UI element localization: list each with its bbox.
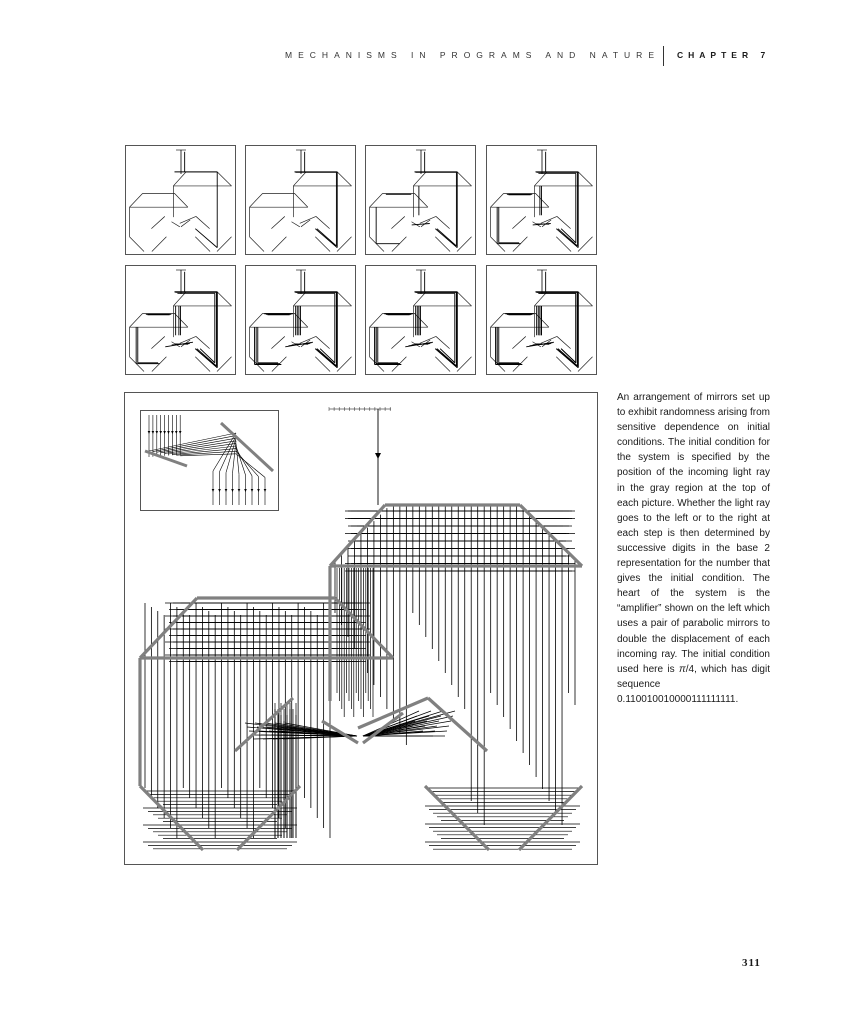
inset-arrowhead xyxy=(167,431,170,434)
mirror-segment xyxy=(196,216,210,228)
mirror-segment xyxy=(392,237,407,252)
mirror-segment xyxy=(174,313,187,327)
inset-cross-ray xyxy=(233,441,237,474)
ray-segment xyxy=(556,229,578,248)
mirror-segment xyxy=(428,698,487,751)
mirror-segment xyxy=(534,292,547,306)
caption-text-end: /4, which has digit sequence 0.110010010000111111111. xyxy=(617,663,770,705)
mirror-segment xyxy=(420,216,436,223)
inset-arrowhead xyxy=(251,489,254,492)
mirror-segment xyxy=(335,598,393,658)
ray-segment xyxy=(561,229,576,243)
ray-segment xyxy=(200,349,215,363)
step-thumbnail xyxy=(365,145,476,255)
ray-segment xyxy=(435,349,457,368)
mirror-segment xyxy=(294,193,307,207)
mirror-segment xyxy=(271,336,284,348)
inset-arrowhead xyxy=(179,431,182,434)
inset-arrowhead xyxy=(148,431,151,434)
inset-arrowhead xyxy=(264,489,267,492)
ray-segment xyxy=(197,349,217,366)
mirror-segment xyxy=(436,216,450,228)
inset-arrowhead xyxy=(156,431,159,434)
ray-segment xyxy=(437,229,457,246)
ray-segment xyxy=(317,349,337,366)
mirror-segment xyxy=(129,193,142,207)
ray-segment xyxy=(558,349,578,366)
running-header xyxy=(0,50,850,70)
mirror-segment xyxy=(330,505,385,566)
mirror-segment xyxy=(174,193,187,207)
mirror-segment xyxy=(391,216,404,228)
mirror-segment xyxy=(578,172,592,186)
mirror-segment xyxy=(512,336,525,348)
amplifier-diagram xyxy=(141,411,278,510)
mirror-segment xyxy=(337,172,351,186)
mirror-segment xyxy=(391,336,404,348)
mirror-segment xyxy=(534,172,547,186)
mirror-segment xyxy=(420,336,436,343)
mirror-segment xyxy=(513,237,528,252)
step-diagram xyxy=(246,266,355,374)
ray-segment xyxy=(315,349,337,368)
mirror-segment xyxy=(436,336,450,348)
step-diagram xyxy=(366,266,475,374)
step-thumbnail xyxy=(125,265,236,375)
mirror-segment xyxy=(535,313,548,327)
step-thumbnail xyxy=(245,145,356,255)
mirror-segment xyxy=(316,336,330,348)
mirror-segment xyxy=(151,336,164,348)
ray-segment xyxy=(320,349,335,363)
mirror-segment xyxy=(152,357,167,372)
mirror-segment xyxy=(151,216,164,228)
mirror-segment xyxy=(414,193,427,207)
step-diagram xyxy=(246,146,355,254)
mirror-segment xyxy=(413,172,426,186)
inset-reflected-ray xyxy=(149,433,236,451)
step-diagram xyxy=(487,146,596,254)
mirror-segment xyxy=(490,193,503,207)
mirror-segment xyxy=(541,336,557,343)
inset-arrowhead xyxy=(257,489,260,492)
amplifier-inset xyxy=(140,410,279,511)
mirror-segment xyxy=(129,357,144,372)
mirror-segment xyxy=(457,237,472,252)
mirror-segment xyxy=(457,172,471,186)
main-mirror-figure xyxy=(124,392,598,865)
page-number: 311 xyxy=(742,957,761,969)
header-divider xyxy=(663,46,664,66)
inset-cross-ray xyxy=(236,449,252,476)
inset-arrowhead xyxy=(163,431,166,434)
mirror-segment xyxy=(217,237,232,252)
figure-caption xyxy=(617,390,770,707)
mirror-segment xyxy=(512,216,525,228)
mirror-segment xyxy=(272,237,287,252)
step-diagram xyxy=(126,146,235,254)
mirror-segment xyxy=(490,313,503,327)
mirror-segment xyxy=(180,336,196,343)
mirror-segment xyxy=(152,237,167,252)
mirror-segment xyxy=(369,193,382,207)
ray-arrowhead xyxy=(375,453,381,459)
amplifier-mirror xyxy=(291,222,299,227)
mirror-segment xyxy=(300,336,316,343)
ray-segment xyxy=(440,349,455,363)
step-thumbnail xyxy=(245,265,356,375)
caption-text: An arrangement of mirrors set up to exhibit randomness arising from sensitive dependence on initial conditions. The initial condition for the system is specified by the position of the incoming light ray in the gray region at the top of each picture. Whether the light ray goes to the left or to the right at each step is then determined by successive digits in the base 2 representation for the number that gives the initial condition. The heart of the system is the “amplifier” shown on the left which uses a pair of parabolic mirrors to double the displacement of each incoming ray. The initial condition used here is xyxy=(617,392,770,675)
chapter-label: CHAPTER 7 xyxy=(677,50,771,60)
step-thumbnail xyxy=(365,265,476,375)
pi-symbol: π xyxy=(679,663,686,675)
mirror-segment xyxy=(519,786,582,850)
step-diagram xyxy=(366,146,475,254)
mirror-segment xyxy=(414,313,427,327)
mirror-segment xyxy=(457,292,471,306)
mirror-segment xyxy=(557,216,571,228)
mirror-segment xyxy=(249,237,264,252)
mirror-segment xyxy=(196,336,210,348)
mirror-segment xyxy=(578,357,593,372)
mirror-segment xyxy=(293,172,306,186)
inset-arrowhead xyxy=(159,431,162,434)
ray-segment xyxy=(435,229,457,248)
step-diagram xyxy=(487,266,596,374)
mirror-segment xyxy=(316,216,330,228)
ray-segment xyxy=(561,349,576,363)
mirror-segment xyxy=(557,336,571,348)
ray-segment xyxy=(195,349,217,368)
mirror-segment xyxy=(140,598,197,658)
inset-arrowhead xyxy=(244,489,247,492)
inset-arrowhead xyxy=(225,489,228,492)
mirror-segment xyxy=(457,357,472,372)
inset-arrowhead xyxy=(212,489,215,492)
mirror-segment xyxy=(425,786,489,850)
inset-arrowhead xyxy=(152,431,155,434)
ray-segment xyxy=(556,349,578,368)
mirror-segment xyxy=(173,172,186,186)
mirror-segment xyxy=(129,313,142,327)
inset-arrowhead xyxy=(238,489,241,492)
section-title: MECHANISMS IN PROGRAMS AND NATURE xyxy=(285,50,660,60)
step-thumbnail xyxy=(125,145,236,255)
mirror-segment xyxy=(217,292,231,306)
mirror-segment xyxy=(180,216,196,223)
step-diagram xyxy=(126,266,235,374)
mirror-segment xyxy=(337,292,351,306)
ray-segment xyxy=(558,229,578,246)
ray-segment xyxy=(195,229,217,248)
mirror-segment xyxy=(578,292,592,306)
ray-segment xyxy=(315,229,337,248)
step-thumbnail xyxy=(486,145,597,255)
inset-arrowhead xyxy=(218,489,221,492)
mirror-segment xyxy=(249,313,262,327)
mirror-segment xyxy=(578,237,593,252)
mirror-segment xyxy=(293,292,306,306)
mirror-segment xyxy=(217,357,232,372)
mirror-segment xyxy=(129,237,144,252)
mirror-segment xyxy=(413,292,426,306)
ray-segment xyxy=(437,349,457,366)
mirror-segment xyxy=(173,292,186,306)
mirror-segment xyxy=(337,237,352,252)
mirror-segment xyxy=(369,237,384,252)
mirror-segment xyxy=(541,216,557,223)
mirror-segment xyxy=(535,193,548,207)
mirror-segment xyxy=(249,193,262,207)
mirror-segment xyxy=(271,216,284,228)
mirror-segment xyxy=(337,357,352,372)
ray-segment xyxy=(317,229,337,246)
step-thumbnail xyxy=(486,265,597,375)
mirror-segment xyxy=(300,216,316,223)
mirror-segment xyxy=(490,237,505,252)
inset-arrowhead xyxy=(171,431,174,434)
amplifier-mirror xyxy=(171,222,179,227)
mirror-segment xyxy=(369,313,382,327)
inset-cross-ray xyxy=(236,454,265,478)
mirror-segment xyxy=(294,313,307,327)
inset-arrowhead xyxy=(231,489,234,492)
inset-arrowhead xyxy=(175,431,178,434)
mirror-segment xyxy=(217,172,231,186)
